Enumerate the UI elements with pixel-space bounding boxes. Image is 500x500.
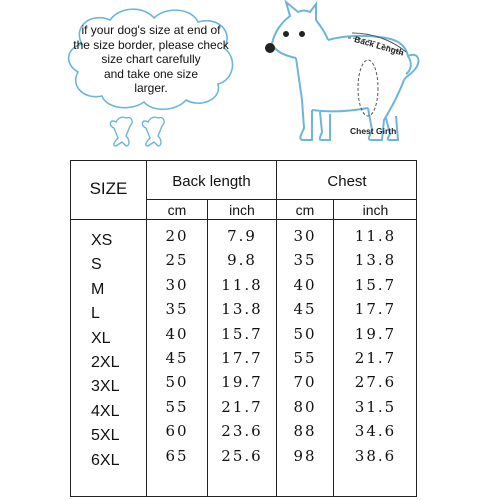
table-cell: 60 bbox=[165, 422, 189, 441]
size-cell: 6XL bbox=[91, 451, 120, 469]
table-cell: 19.7 bbox=[221, 373, 263, 392]
size-cell: XL bbox=[91, 329, 111, 347]
table-cell: 25 bbox=[165, 251, 189, 270]
table-cell: 30 bbox=[293, 227, 317, 245]
back-length-label: Back Length bbox=[353, 34, 406, 58]
table-cell: 21.7 bbox=[221, 397, 263, 416]
table-cell: 11.8 bbox=[221, 275, 263, 294]
table-cell: 20 bbox=[165, 227, 189, 245]
size-cell: L bbox=[91, 305, 100, 323]
table-cell: 23.6 bbox=[221, 422, 263, 441]
table-cell: 30 bbox=[165, 275, 189, 294]
table-cell: 9.8 bbox=[227, 251, 257, 270]
unit-label: inch bbox=[229, 202, 255, 218]
table-cell: 15.7 bbox=[221, 324, 263, 343]
table-cell: 45 bbox=[293, 300, 317, 319]
table-cell: 55 bbox=[165, 397, 189, 416]
chest-girth-label: Chest Girth bbox=[350, 126, 397, 136]
table-cell: 19.7 bbox=[354, 324, 397, 343]
size-cell: 3XL bbox=[91, 378, 120, 396]
table-cell: 40 bbox=[293, 275, 317, 294]
size-chart-table bbox=[70, 160, 417, 497]
note-line: larger. bbox=[134, 81, 168, 95]
unit-label: inch bbox=[362, 202, 389, 218]
table-cell: 15.7 bbox=[354, 275, 397, 294]
table-cell: 13.8 bbox=[221, 300, 263, 319]
units-divider bbox=[71, 219, 417, 220]
table-cell: 65 bbox=[165, 446, 189, 465]
unit-label: cm bbox=[295, 202, 315, 218]
table-cell: 55 bbox=[293, 349, 317, 367]
table-cell: 40 bbox=[165, 324, 189, 343]
header-divider bbox=[146, 199, 417, 200]
table-cell: 34.6 bbox=[354, 422, 397, 441]
chest-header: Chest bbox=[327, 173, 367, 190]
table-cell: 31.5 bbox=[354, 397, 397, 416]
table-cell: 35 bbox=[293, 251, 317, 270]
size-column bbox=[91, 229, 151, 473]
size-cell: 4XL bbox=[91, 402, 120, 420]
dog-outline-icon bbox=[256, 0, 426, 160]
table-cell: 17.7 bbox=[221, 349, 263, 367]
small-dogs-icon bbox=[104, 112, 184, 148]
table-cell: 88 bbox=[293, 422, 317, 441]
table-cell: 11.8 bbox=[354, 227, 397, 245]
table-cell: 17.7 bbox=[354, 300, 397, 319]
table-cell: 70 bbox=[293, 373, 317, 392]
size-cell: 5XL bbox=[91, 427, 120, 445]
table-cell: 13.8 bbox=[354, 251, 397, 270]
size-cell: 2XL bbox=[91, 353, 120, 371]
header-illustration bbox=[0, 0, 500, 160]
table-cell: 50 bbox=[165, 373, 189, 392]
table-cell: 80 bbox=[293, 397, 317, 416]
table-cell: 45 bbox=[165, 349, 189, 367]
table-cell: 35 bbox=[165, 300, 189, 319]
table-cell: 98 bbox=[293, 446, 317, 465]
note-line: size chart carefully bbox=[101, 52, 201, 66]
note-line: and take one size bbox=[103, 66, 199, 81]
table-cell: 50 bbox=[293, 324, 317, 343]
back-length-header: Back length bbox=[172, 173, 251, 190]
table-cell: 7.9 bbox=[227, 227, 257, 245]
size-header: SIZE bbox=[89, 179, 128, 198]
size-cell: XS bbox=[91, 232, 113, 249]
size-cell: M bbox=[91, 280, 105, 298]
size-cell: S bbox=[91, 256, 102, 274]
table-cell: 27.6 bbox=[354, 373, 397, 392]
size-note bbox=[66, 23, 236, 96]
table-cell: 21.7 bbox=[354, 349, 397, 367]
table-cell: 38.6 bbox=[354, 446, 397, 465]
note-line: if your dog's size at end of bbox=[81, 23, 221, 37]
note-line: the size border, please check bbox=[73, 37, 229, 52]
table-cell: 25.6 bbox=[221, 446, 263, 465]
unit-label: cm bbox=[167, 202, 187, 218]
